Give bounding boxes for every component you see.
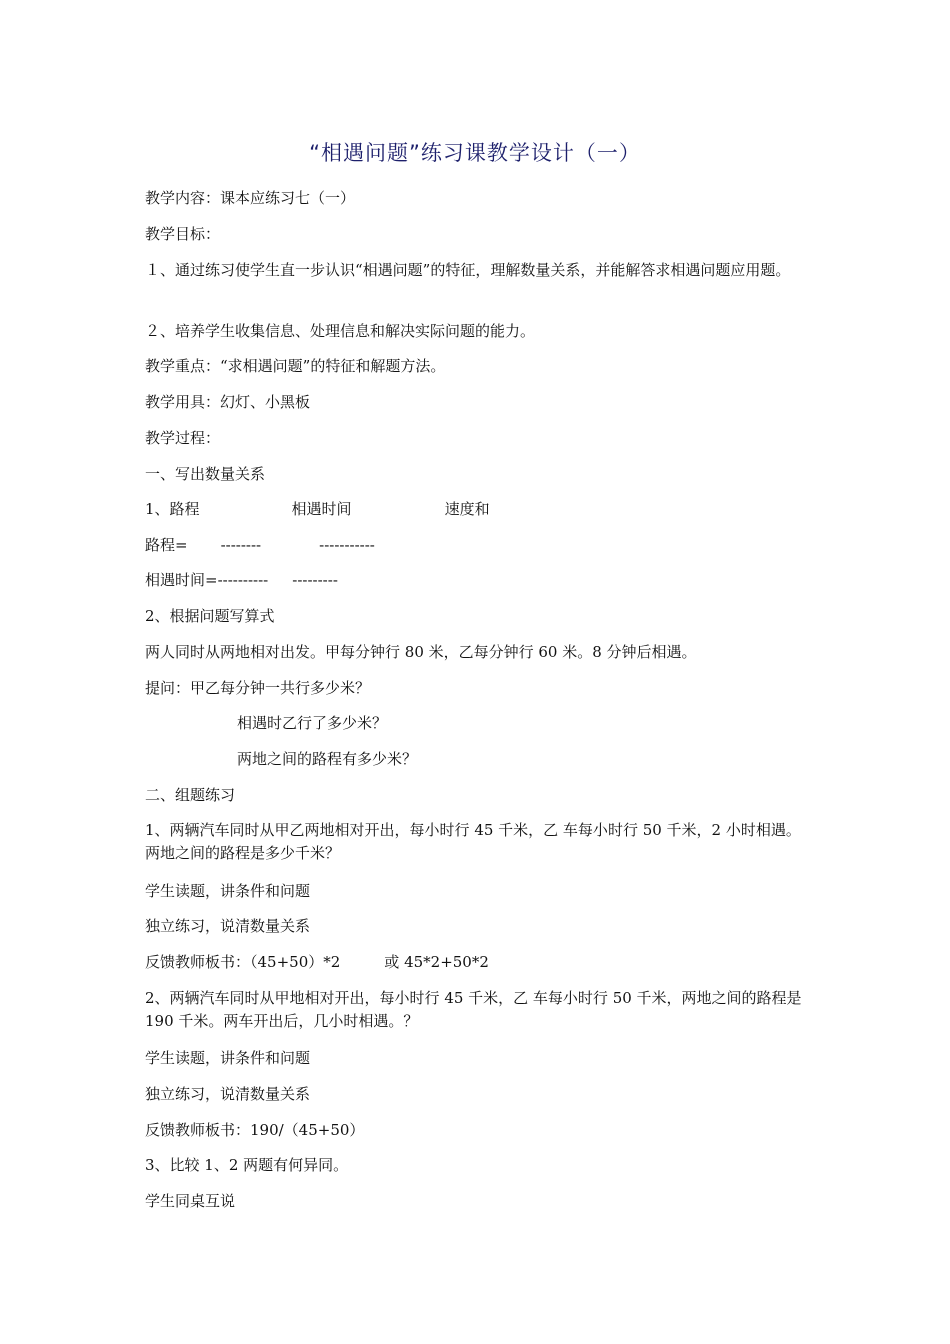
section-2-heading: 二、组题练习 (145, 786, 236, 804)
formula-blank-1: -------- (220, 536, 262, 554)
exercise-1-step-2: 独立练习，说清数量关系 (145, 917, 311, 935)
exercise-2-step-1: 学生读题，讲条件和问题 (145, 1049, 311, 1067)
formula-time-label: 相遇时间=---------- (145, 571, 269, 589)
question-3: 两地之间的路程有多少米？ (237, 750, 418, 768)
question-1: 提问：甲乙每分钟一共行多少米？ (145, 679, 371, 697)
formula-distance-row (145, 534, 810, 557)
formula-distance-label: 路程= (145, 536, 188, 554)
question-2: 相遇时乙行了多少米？ (237, 714, 388, 732)
exercise-1-step-3 (145, 951, 810, 974)
key-point: 教学重点：“求相遇问题”的特征和解题方法。 (145, 357, 446, 375)
exercise-2-step-3: 反馈教师板书：190/（45+50） (145, 1121, 365, 1139)
quantity-speed-sum: 速度和 (444, 500, 490, 518)
exercise-1-answer-a: 反馈教师板书：（45+50）*2 (145, 953, 341, 971)
exercise-3-step-1: 学生同桌互说 (145, 1192, 236, 1210)
quantity-meet-time: 相遇时间 (291, 500, 352, 518)
exercise-3: 3、比较 1、2 两题有何异同。 (145, 1156, 349, 1174)
process-label: 教学过程： (145, 429, 221, 447)
exercise-2: 2、两辆汽车同时从甲地相对开出，每小时行 45 千米，乙 车每小时行 50 千米，两地之间的路程是 190 千米。两车开出后，几小时相遇。？ (145, 989, 802, 1030)
problem-statement: 两人同时从两地相对出发。甲每分钟行 80 米，乙每分钟行 60 米。8 分钟后相遇。 (145, 643, 697, 661)
exercise-1-step-1: 学生读题，讲条件和问题 (145, 882, 311, 900)
teaching-content: 教学内容：课本应练习七（一） (145, 189, 356, 207)
section-1-item-2: 2、根据问题写算式 (145, 607, 275, 625)
goal-2: ２、培养学生收集信息、处理信息和解决实际问题的能力。 (145, 322, 536, 340)
section-1-heading: 一、写出数量关系 (145, 465, 266, 483)
exercise-1-answer-b: 或 45*2+50*2 (384, 953, 489, 971)
goal-label: 教学目标： (145, 225, 221, 243)
formula-blank-2: ----------- (319, 536, 375, 554)
exercise-2-step-2: 独立练习，说清数量关系 (145, 1085, 311, 1103)
formula-time-row (145, 569, 810, 592)
formula-blank-3: --------- (292, 571, 338, 589)
document-title: “相遇问题”练习课教学设计（一） (309, 141, 641, 165)
quantity-row (145, 498, 810, 521)
exercise-1: 1、两辆汽车同时从甲乙两地相对开出，每小时行 45 千米，乙 车每小时行 50 千米，2 小时相遇。两地之间的路程是多少千米？ (145, 821, 801, 862)
quantity-distance: 1、路程 (145, 500, 200, 518)
teaching-tools: 教学用具：幻灯、小黑板 (145, 393, 311, 411)
goal-1: １、通过练习使学生直一步认识“相遇问题”的特征，理解数量关系，并能解答求相遇问题应用题。 (145, 261, 791, 279)
